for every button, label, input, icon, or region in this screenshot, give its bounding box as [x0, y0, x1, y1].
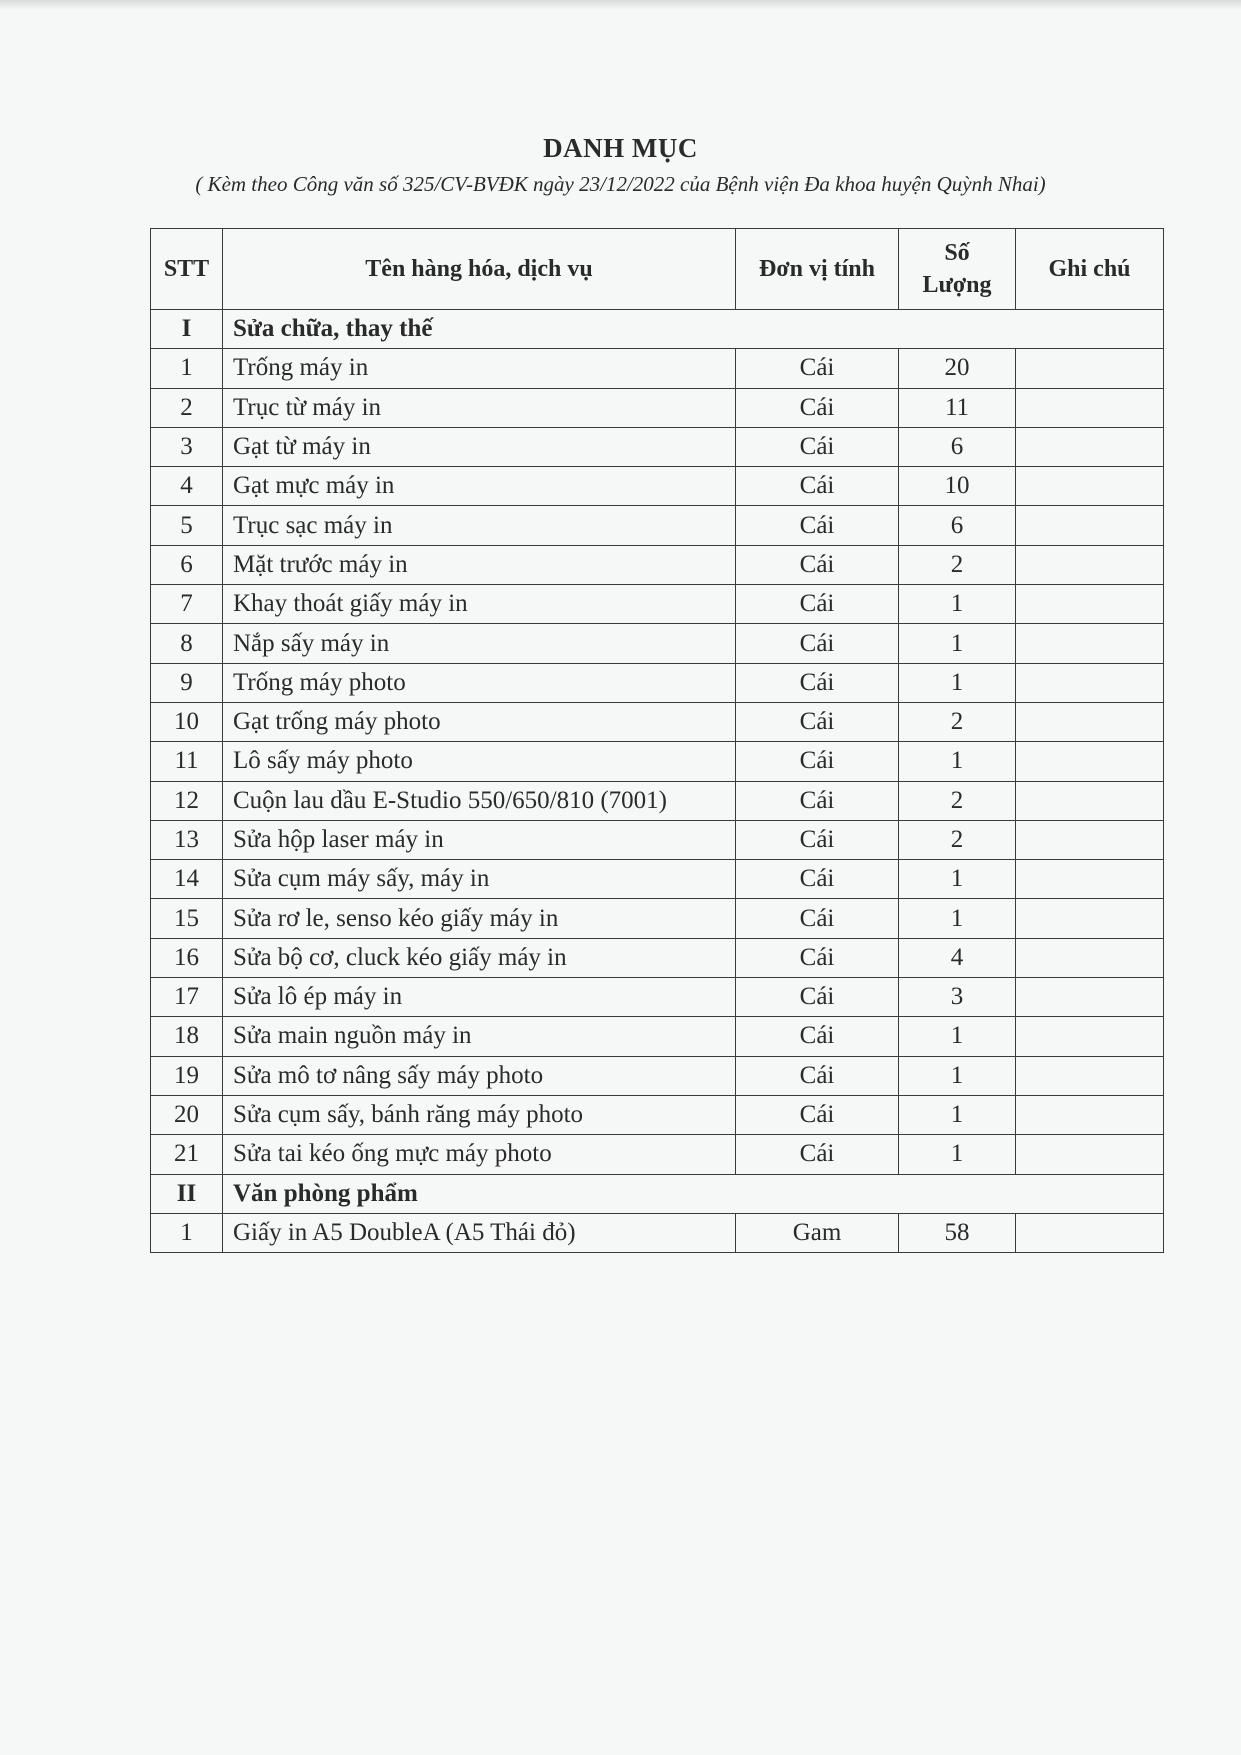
row-note: [1016, 1095, 1164, 1134]
table-row: [151, 899, 1164, 938]
row-unit: Cái: [736, 388, 899, 427]
row-unit: Cái: [736, 506, 899, 545]
row-item-name: Gạt từ máy in: [223, 427, 736, 466]
row-item-name: Trục từ máy in: [223, 388, 736, 427]
row-quantity: 11: [899, 388, 1016, 427]
row-stt: 2: [151, 388, 223, 427]
row-quantity: 1: [899, 1056, 1016, 1095]
row-stt: 16: [151, 938, 223, 977]
row-stt: 17: [151, 978, 223, 1017]
row-unit: Cái: [736, 742, 899, 781]
row-item-name: Sửa mô tơ nâng sấy máy photo: [223, 1056, 736, 1095]
row-stt: 5: [151, 506, 223, 545]
section-row: [151, 310, 1164, 349]
row-stt: 8: [151, 624, 223, 663]
header-quantity-line1: Số: [944, 239, 970, 266]
row-note: [1016, 742, 1164, 781]
row-unit: Cái: [736, 1135, 899, 1174]
row-unit: Cái: [736, 349, 899, 388]
table-row: [151, 820, 1164, 859]
row-quantity: 6: [899, 427, 1016, 466]
row-quantity: 4: [899, 938, 1016, 977]
row-item-name: Khay thoát giấy máy in: [223, 585, 736, 624]
row-unit: Cái: [736, 899, 899, 938]
row-quantity: 2: [899, 781, 1016, 820]
row-stt: 1: [151, 1213, 223, 1252]
table-row: [151, 427, 1164, 466]
row-note: [1016, 506, 1164, 545]
row-quantity: 1: [899, 585, 1016, 624]
row-note: [1016, 1056, 1164, 1095]
row-stt: 21: [151, 1135, 223, 1174]
section-row: [151, 1174, 1164, 1213]
row-note: [1016, 585, 1164, 624]
row-unit: Cái: [736, 860, 899, 899]
row-item-name: Sửa rơ le, senso kéo giấy máy in: [223, 899, 736, 938]
row-item-name: Sửa tai kéo ống mực máy photo: [223, 1135, 736, 1174]
row-unit: Cái: [736, 820, 899, 859]
row-note: [1016, 938, 1164, 977]
row-stt: 20: [151, 1095, 223, 1134]
row-note: [1016, 388, 1164, 427]
row-note: [1016, 1017, 1164, 1056]
row-quantity: 58: [899, 1213, 1016, 1252]
table-body: [151, 310, 1164, 1253]
row-unit: Cái: [736, 545, 899, 584]
header-note: Ghi chú: [1016, 229, 1164, 310]
table-row: [151, 585, 1164, 624]
row-stt: 13: [151, 820, 223, 859]
row-note: [1016, 978, 1164, 1017]
row-item-name: Giấy in A5 DoubleA (A5 Thái đỏ): [223, 1213, 736, 1252]
row-item-name: Nắp sấy máy in: [223, 624, 736, 663]
row-note: [1016, 1213, 1164, 1252]
row-unit: Cái: [736, 781, 899, 820]
row-stt: 10: [151, 702, 223, 741]
row-stt: 9: [151, 663, 223, 702]
row-item-name: Cuộn lau dầu E-Studio 550/650/810 (7001): [223, 781, 736, 820]
row-quantity: 2: [899, 702, 1016, 741]
section-title: Sửa chữa, thay thế: [223, 310, 1164, 349]
section-title: Văn phòng phẩm: [223, 1174, 1164, 1213]
row-unit: Cái: [736, 467, 899, 506]
row-unit: Cái: [736, 427, 899, 466]
row-quantity: 3: [899, 978, 1016, 1017]
row-quantity: 20: [899, 349, 1016, 388]
row-unit: Cái: [736, 663, 899, 702]
row-note: [1016, 467, 1164, 506]
document-title: DANH MỤC: [543, 133, 698, 163]
table-row: [151, 506, 1164, 545]
row-stt: 7: [151, 585, 223, 624]
row-note: [1016, 663, 1164, 702]
row-item-name: Lô sấy máy photo: [223, 742, 736, 781]
row-item-name: Trống máy in: [223, 349, 736, 388]
row-item-name: Sửa lô ép máy in: [223, 978, 736, 1017]
row-quantity: 6: [899, 506, 1016, 545]
row-quantity: 1: [899, 663, 1016, 702]
row-unit: Cái: [736, 978, 899, 1017]
row-note: [1016, 899, 1164, 938]
row-quantity: 10: [899, 467, 1016, 506]
row-item-name: Sửa cụm máy sấy, máy in: [223, 860, 736, 899]
row-quantity: 1: [899, 860, 1016, 899]
table-row: [151, 978, 1164, 1017]
row-stt: 15: [151, 899, 223, 938]
row-item-name: Sửa main nguồn máy in: [223, 1017, 736, 1056]
row-quantity: 1: [899, 1095, 1016, 1134]
row-note: [1016, 349, 1164, 388]
row-quantity: 1: [899, 899, 1016, 938]
row-stt: 18: [151, 1017, 223, 1056]
header-name: Tên hàng hóa, dịch vụ: [223, 229, 736, 310]
row-quantity: 1: [899, 742, 1016, 781]
table-row: [151, 1213, 1164, 1252]
row-item-name: Gạt trống máy photo: [223, 702, 736, 741]
row-unit: Cái: [736, 1017, 899, 1056]
row-item-name: Trống máy photo: [223, 663, 736, 702]
row-unit: Cái: [736, 585, 899, 624]
table-row: [151, 938, 1164, 977]
row-unit: Cái: [736, 1056, 899, 1095]
row-item-name: Sửa bộ cơ, cluck kéo giấy máy in: [223, 938, 736, 977]
section-index: II: [151, 1174, 223, 1213]
row-quantity: 1: [899, 1135, 1016, 1174]
row-stt: 6: [151, 545, 223, 584]
table-row: [151, 467, 1164, 506]
table-row: [151, 1056, 1164, 1095]
table-row: [151, 860, 1164, 899]
table-row: [151, 545, 1164, 584]
row-note: [1016, 860, 1164, 899]
row-stt: 1: [151, 349, 223, 388]
table-row: [151, 388, 1164, 427]
table-row: [151, 1135, 1164, 1174]
row-item-name: Sửa hộp laser máy in: [223, 820, 736, 859]
row-note: [1016, 781, 1164, 820]
header-stt: STT: [151, 229, 223, 310]
row-note: [1016, 1135, 1164, 1174]
row-item-name: Sửa cụm sấy, bánh răng máy photo: [223, 1095, 736, 1134]
row-item-name: Mặt trước máy in: [223, 545, 736, 584]
table-row: [151, 624, 1164, 663]
row-quantity: 2: [899, 820, 1016, 859]
table-row: [151, 742, 1164, 781]
row-stt: 11: [151, 742, 223, 781]
row-stt: 3: [151, 427, 223, 466]
row-item-name: Gạt mực máy in: [223, 467, 736, 506]
row-note: [1016, 702, 1164, 741]
row-stt: 19: [151, 1056, 223, 1095]
row-unit: Gam: [736, 1213, 899, 1252]
row-quantity: 1: [899, 1017, 1016, 1056]
table-row: [151, 1017, 1164, 1056]
table-header: [151, 229, 1164, 310]
header-unit: Đơn vị tính: [736, 229, 899, 310]
row-stt: 12: [151, 781, 223, 820]
table-row: [151, 1095, 1164, 1134]
table-row: [151, 702, 1164, 741]
row-quantity: 2: [899, 545, 1016, 584]
row-note: [1016, 624, 1164, 663]
item-list-table: [150, 228, 1164, 1253]
scan-edge: [0, 0, 1241, 10]
header-quantity: [899, 229, 1016, 310]
header-quantity-line2: Lượng: [922, 272, 992, 298]
row-unit: Cái: [736, 1095, 899, 1134]
section-index: I: [151, 310, 223, 349]
table-row: [151, 781, 1164, 820]
document-subtitle: ( Kèm theo Công văn số 325/CV-BVĐK ngày 23/12/2022 của Bệnh viện Đa khoa huyện Quỳnh Nhai): [195, 172, 1046, 196]
row-stt: 14: [151, 860, 223, 899]
row-note: [1016, 545, 1164, 584]
row-note: [1016, 427, 1164, 466]
row-stt: 4: [151, 467, 223, 506]
header-row: [151, 229, 1164, 310]
row-item-name: Trục sạc máy in: [223, 506, 736, 545]
row-quantity: 1: [899, 624, 1016, 663]
row-unit: Cái: [736, 624, 899, 663]
row-unit: Cái: [736, 938, 899, 977]
table-row: [151, 663, 1164, 702]
row-unit: Cái: [736, 702, 899, 741]
table-row: [151, 349, 1164, 388]
row-note: [1016, 820, 1164, 859]
